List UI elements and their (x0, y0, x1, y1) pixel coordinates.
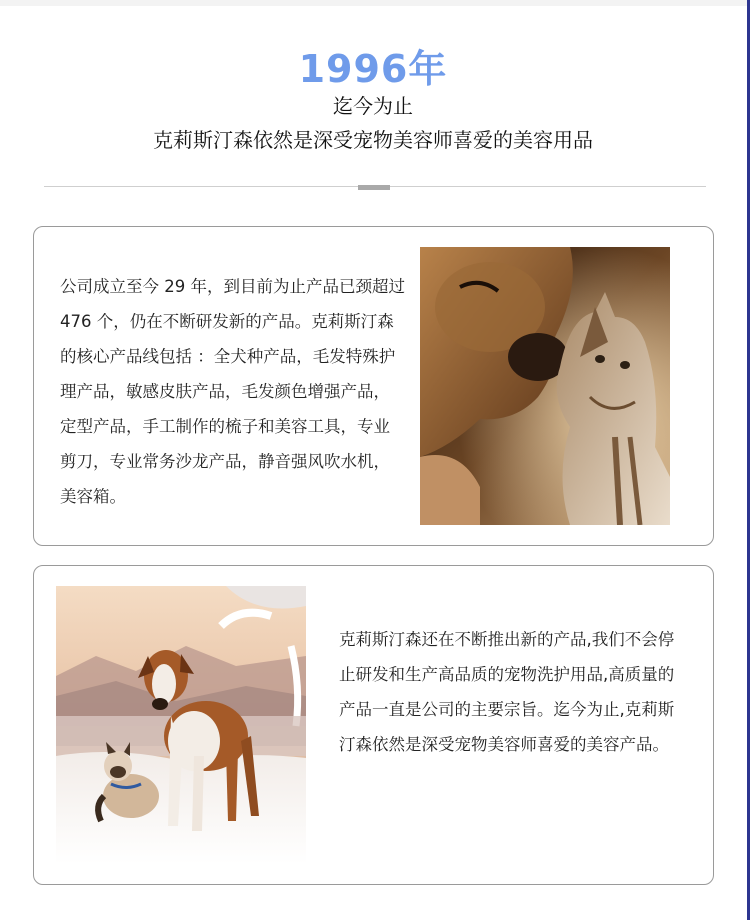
info-card-1 (33, 226, 714, 546)
subtitle-line-1: 迄今为止 (333, 94, 413, 118)
card-1-text: 公司成立至今 29 年，到目前为止产品已颈超过 476 个，仍在不断研发新的产品。克莉斯汀森的核心产品线包括 ：全犬种产品，毛发特殊护理产品，敏感皮肤产品，毛发颜色增强产品，定型产品，手工制作的梳子和美容工具，专业剪刀，专业常务沙龙产品，静音强风吹水机，美容箱。 (60, 277, 405, 506)
year-heading: 1996年 (298, 47, 448, 91)
card-2-text: 克莉斯汀森还在不断推出新的产品,我们不会停止研发和生产高品质的宠物洗护用品,高质量的产品一直是公司的主要宗旨。迄今为止,克莉斯汀森依然是深受宠物美容师喜爱的美容产品。 (339, 630, 675, 754)
dog-and-cat-in-snow-photo (56, 586, 306, 864)
top-strip (0, 0, 750, 6)
divider-indicator (358, 185, 390, 190)
dog-and-cat-photo (420, 247, 670, 525)
subtitle-line-2: 克莉斯汀森依然是深受宠物美容师喜爱的美容用品 (153, 128, 593, 152)
info-card-2 (33, 565, 714, 885)
